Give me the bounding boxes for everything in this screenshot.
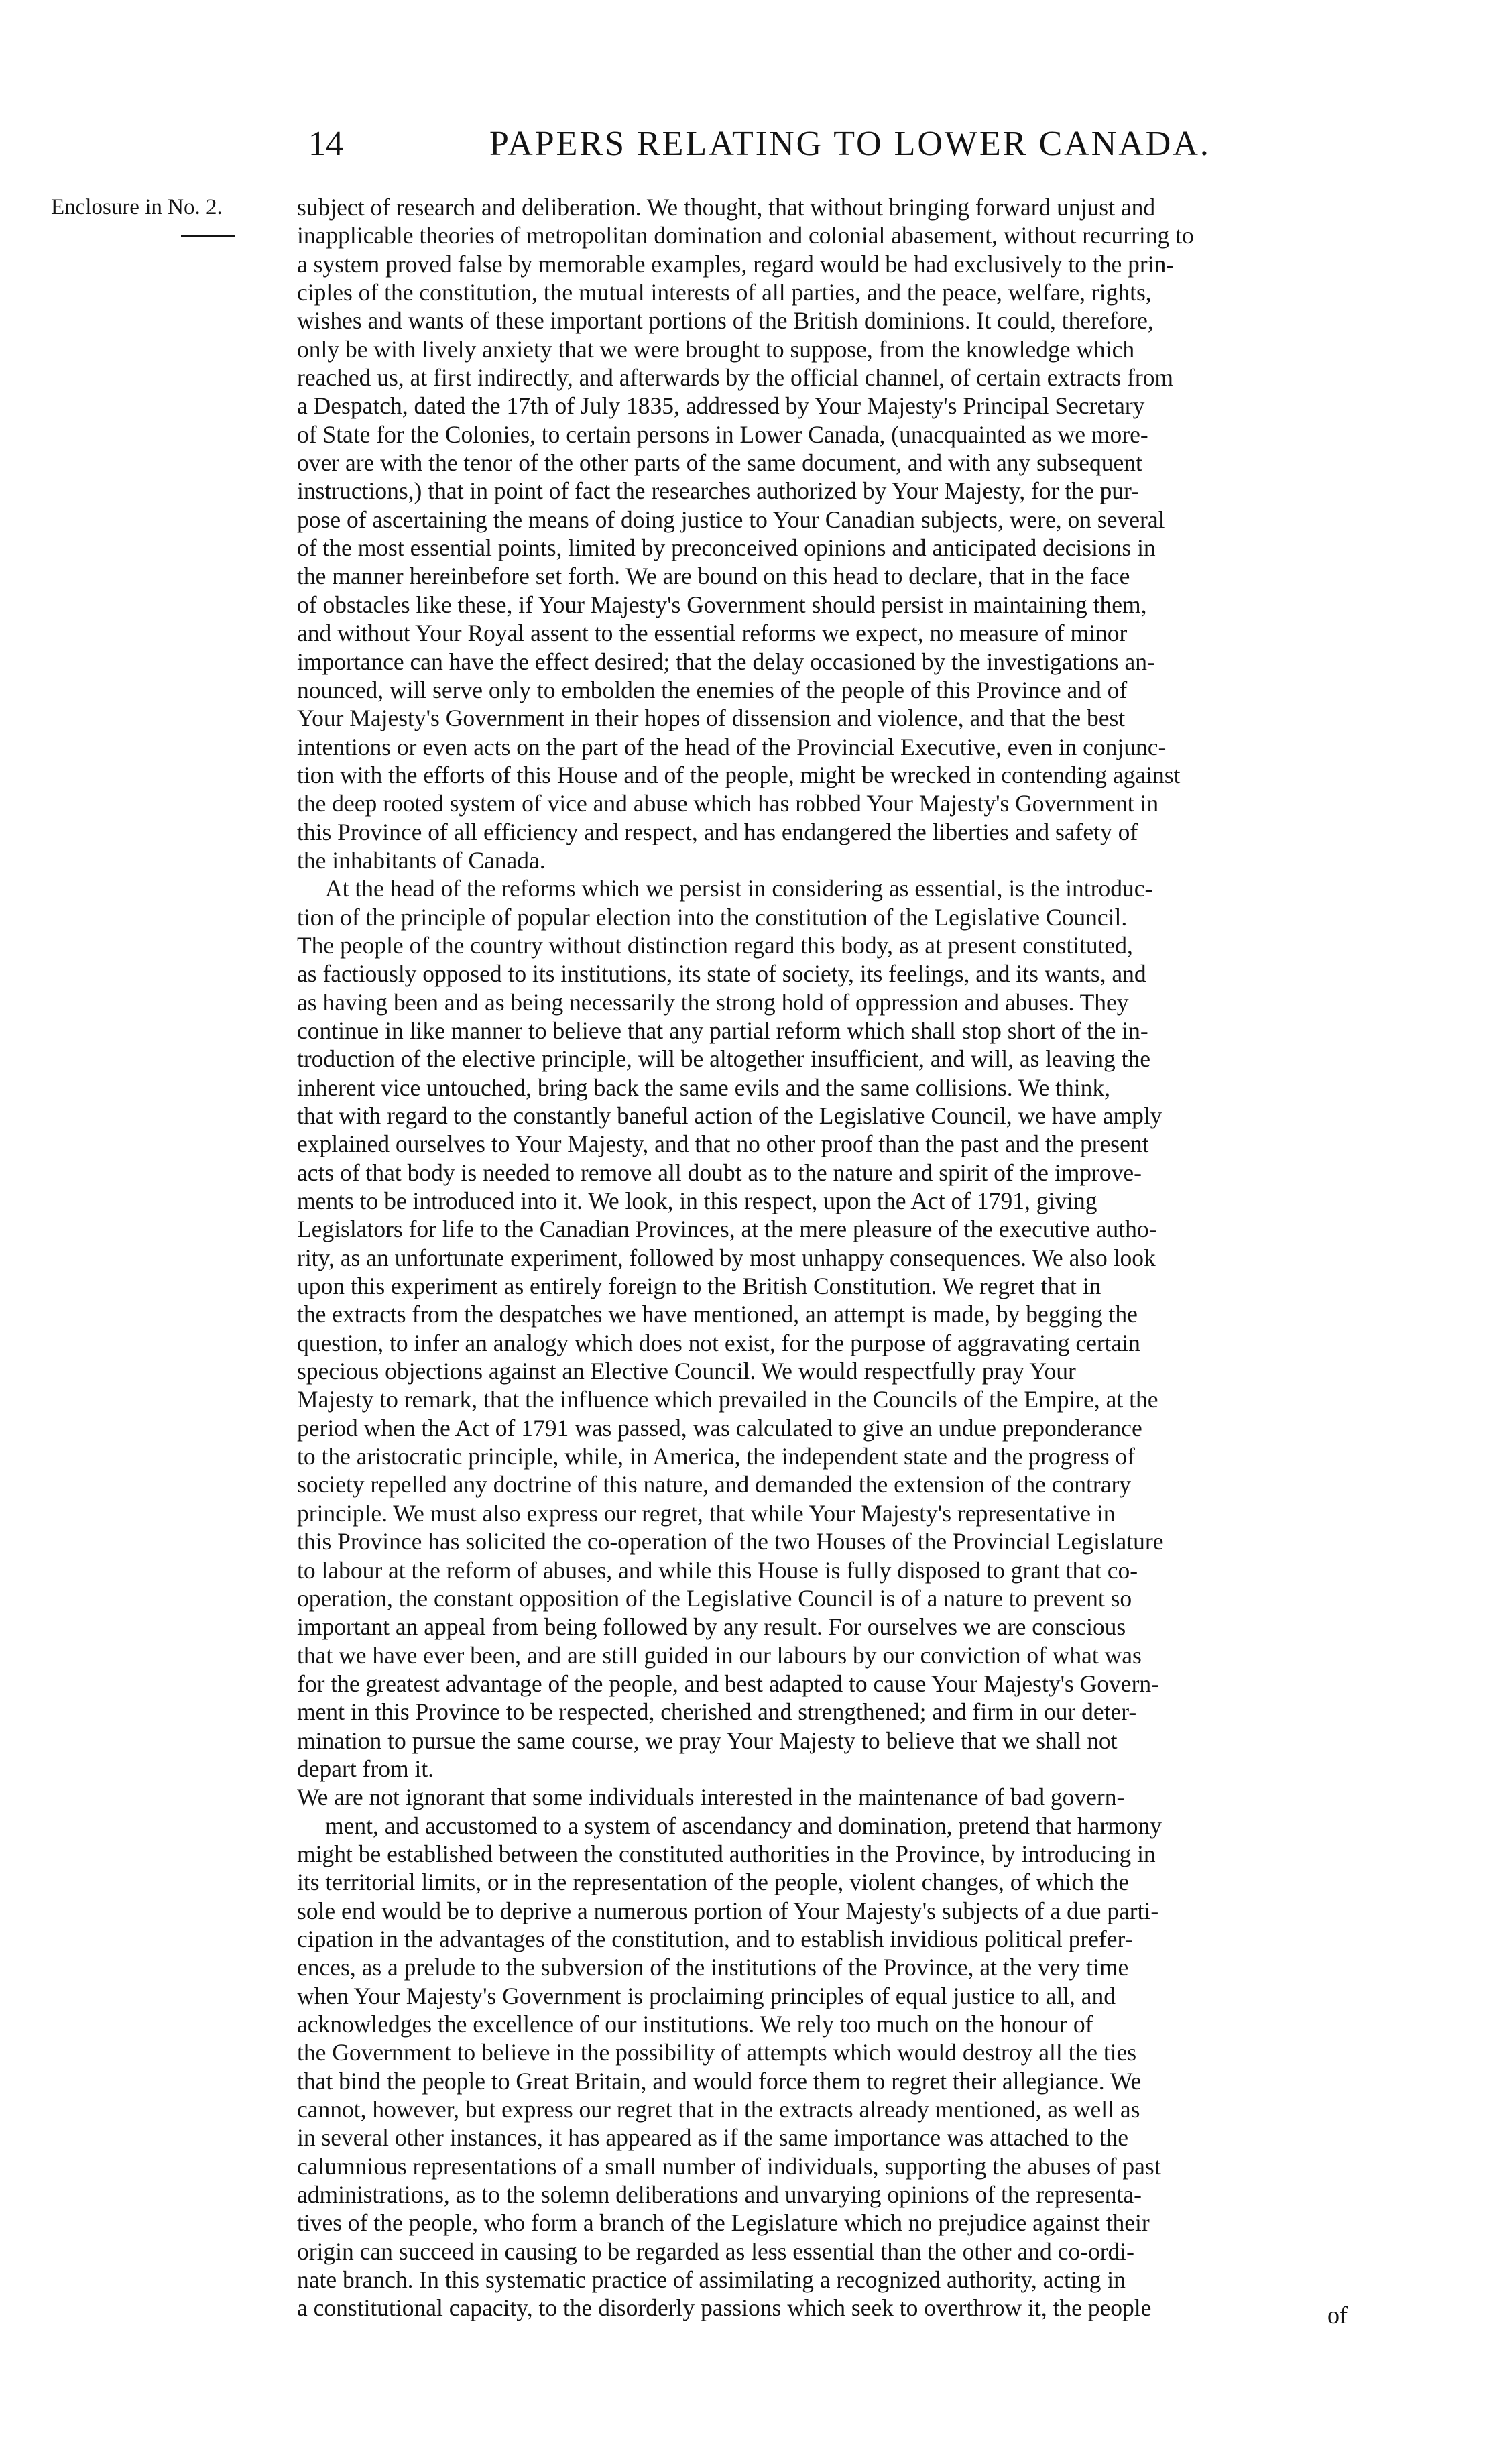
text-line: importance can have the effect desired; that the delay occasioned by the investigations an- [297, 648, 1155, 675]
text-line: acts of that body is needed to remove all doubt as to the nature and spirit of the improve- [297, 1159, 1142, 1186]
text-line: Legislators for life to the Canadian Provinces, at the mere pleasure of the executive autho- [297, 1216, 1157, 1243]
text-line: continue in like manner to believe that any partial reform which shall stop short of the in- [297, 1016, 1148, 1044]
text-line: that we have ever been, and are still guided in our labours by our conviction of what was [297, 1641, 1142, 1669]
text-line: acknowledges the excellence of our institutions. We rely too much on the honour of [297, 2011, 1093, 2038]
text-line: nate branch. In this systematic practice of assimilating a recognized authority, acting in [297, 2266, 1126, 2294]
text-line: in several other instances, it has appeared as if the same importance was attached to the [297, 2124, 1129, 2152]
text-line: cannot, however, but express our regret that in the extracts already mentioned, as well as [297, 2096, 1140, 2123]
text-line: the Government to believe in the possibility of attempts which would destroy all the ties [297, 2039, 1137, 2066]
text-line: this Province has solicited the co-operation of the two Houses of the Provincial Legislature [297, 1528, 1164, 1556]
text-line: that bind the people to Great Britain, and would force them to regret their allegiance. We [297, 2067, 1142, 2095]
text-line: ciples of the constitution, the mutual interests of all parties, and the peace, welfare, rights, [297, 279, 1152, 306]
text-line: rity, as an unfortunate experiment, followed by most unhappy consequences. We also look [297, 1244, 1156, 1271]
text-line: tives of the people, who form a branch of the Legislature which no prejudice against their [297, 2209, 1150, 2237]
text-line: its territorial limits, or in the representation of the people, violent changes, of which the [297, 1869, 1130, 1896]
text-line: We are not ignorant that some individuals interested in the maintenance of bad govern- [297, 1783, 1125, 1811]
text-line: a system proved false by memorable examples, regard would be had exclusively to the prin- [297, 250, 1175, 278]
text-line: troduction of the elective principle, will be altogether insufficient, and will, as leaving the [297, 1045, 1151, 1073]
text-line: sole end would be to deprive a numerous portion of Your Majesty's subjects of a due parti- [297, 1897, 1159, 1924]
text-line: when Your Majesty's Government is proclaiming principles of equal justice to all, and [297, 1982, 1116, 2009]
text-line: to labour at the reform of abuses, and while this House is fully disposed to grant that co- [297, 1556, 1138, 1584]
text-line: Your Majesty's Government in their hopes of dissension and violence, and that the best [297, 705, 1126, 732]
text-line: intentions or even acts on the part of the head of the Provincial Executive, even in conjunc- [297, 733, 1167, 760]
text-line: for the greatest advantage of the people, and best adapted to cause Your Majesty's Govern- [297, 1669, 1159, 1697]
text-line: inapplicable theories of metropolitan domination and colonial abasement, without recurring to [297, 222, 1194, 249]
text-line: pose of ascertaining the means of doing justice to Your Canadian subjects, were, on several [297, 506, 1165, 533]
text-line: the deep rooted system of vice and abuse which has robbed Your Majesty's Government in [297, 790, 1159, 817]
page-header [308, 121, 1354, 168]
page-number: 14 [308, 125, 343, 163]
text-line: a constitutional capacity, to the disorderly passions which seek to overthrow it, the people [297, 2294, 1152, 2322]
text-line: this Province of all efficiency and respect, and has endangered the liberties and safety of [297, 818, 1138, 845]
text-line: tion of the principle of popular election into the constitution of the Legislative Council. [297, 903, 1128, 931]
text-line: depart from it. [297, 1755, 434, 1782]
text-line: cipation in the advantages of the constitution, and to establish invidious political prefer- [297, 1925, 1133, 1952]
text-line: calumnious representations of a small number of individuals, supporting the abuses of past [297, 2152, 1161, 2180]
text-line: tion with the efforts of this House and of the people, might be wrecked in contending against [297, 761, 1181, 788]
text-line: subject of research and deliberation. We thought, that without bringing forward unjust and [297, 194, 1156, 221]
text-line: ences, as a prelude to the subversion of the institutions of the Province, at the very time [297, 1954, 1129, 1981]
text-line: ment, and accustomed to a system of ascendancy and domination, pretend that harmony [325, 1812, 1162, 1839]
text-line: administrations, as to the solemn deliberations and unvarying opinions of the representa- [297, 2181, 1142, 2209]
text-line: specious objections against an Elective Council. We would respectfully pray Your [297, 1358, 1076, 1385]
text-line: the inhabitants of Canada. [297, 846, 546, 874]
text-line: reached us, at first indirectly, and afterwards by the official channel, of certain extracts from [297, 364, 1174, 392]
text-line: nounced, will serve only to embolden the enemies of the people of this Province and of [297, 676, 1128, 703]
margin-note: Enclosure in No. 2. [51, 195, 223, 219]
text-line: the manner hereinbefore set forth. We are bound on this head to declare, that in the face [297, 563, 1130, 590]
text-line: over are with the tenor of the other parts of the same document, and with any subsequent [297, 449, 1142, 477]
body-text [297, 193, 1380, 2323]
text-line: principle. We must also express our regret, that while Your Majesty's representative in [297, 1499, 1116, 1527]
text-line: society repelled any doctrine of this nature, and demanded the extension of the contrary [297, 1471, 1132, 1499]
catchword: of [1327, 2302, 1348, 2329]
text-line: the extracts from the despatches we have mentioned, an attempt is made, by begging the [297, 1301, 1138, 1328]
text-line: might be established between the constituted authorities in the Province, by introducing in [297, 1840, 1156, 1867]
text-line: operation, the constant opposition of the Legislative Council is of a nature to prevent so [297, 1584, 1132, 1612]
margin-rule [181, 235, 235, 237]
text-line: origin can succeed in causing to be regarded as less essential than the other and co-ordi- [297, 2237, 1134, 2265]
text-line: that with regard to the constantly baneful action of the Legislative Council, we have amply [297, 1102, 1162, 1129]
text-line: important an appeal from being followed by any result. For ourselves we are conscious [297, 1613, 1126, 1641]
text-line: as having been and as being necessarily the strong hold of oppression and abuses. They [297, 988, 1129, 1016]
text-line: instructions,) that in point of fact the researches authorized by Your Majesty, for the pur- [297, 477, 1139, 505]
text-line: ment in this Province to be respected, cherished and strengthened; and firm in our deter- [297, 1698, 1137, 1726]
text-line: of the most essential points, limited by preconceived opinions and anticipated decisions in [297, 534, 1156, 562]
text-line: wishes and wants of these important portions of the British dominions. It could, therefore, [297, 307, 1154, 335]
running-title: PAPERS RELATING TO LOWER CANADA. [489, 125, 1211, 163]
text-line: as factiously opposed to its institutions, its state of society, its feelings, and its wants, and [297, 960, 1146, 988]
text-line: At the head of the reforms which we persist in considering as essential, is the introduc- [325, 875, 1153, 902]
text-line: The people of the country without distinction regard this body, as at present constituted, [297, 931, 1133, 959]
text-line: period when the Act of 1791 was passed, was calculated to give an undue preponderance [297, 1414, 1142, 1442]
text-line: only be with lively anxiety that we were brought to suppose, from the knowledge which [297, 335, 1135, 363]
text-line: and without Your Royal assent to the essential reforms we expect, no measure of minor [297, 620, 1128, 647]
text-line: Majesty to remark, that the influence which prevailed in the Councils of the Empire, at the [297, 1386, 1158, 1413]
text-line: inherent vice untouched, bring back the same evils and the same collisions. We think, [297, 1073, 1111, 1101]
text-line: a Despatch, dated the 17th of July 1835, addressed by Your Majesty's Principal Secretary [297, 392, 1145, 420]
text-line: question, to infer an analogy which does not exist, for the purpose of aggravating certain [297, 1329, 1140, 1356]
text-line: of State for the Colonies, to certain persons in Lower Canada, (unacquainted as we more- [297, 420, 1148, 448]
text-line: mination to pursue the same course, we pray Your Majesty to believe that we shall not [297, 1726, 1118, 1754]
text-line: explained ourselves to Your Majesty, and that no other proof than the past and the present [297, 1130, 1149, 1158]
text-line: upon this experiment as entirely foreign to the British Constitution. We regret that in [297, 1273, 1101, 1300]
text-line: of obstacles like these, if Your Majesty's Government should persist in maintaining them, [297, 591, 1147, 618]
text-line: ments to be introduced into it. We look, in this respect, upon the Act of 1791, giving [297, 1187, 1097, 1215]
text-line: to the aristocratic principle, while, in America, the independent state and the progress of [297, 1443, 1135, 1470]
